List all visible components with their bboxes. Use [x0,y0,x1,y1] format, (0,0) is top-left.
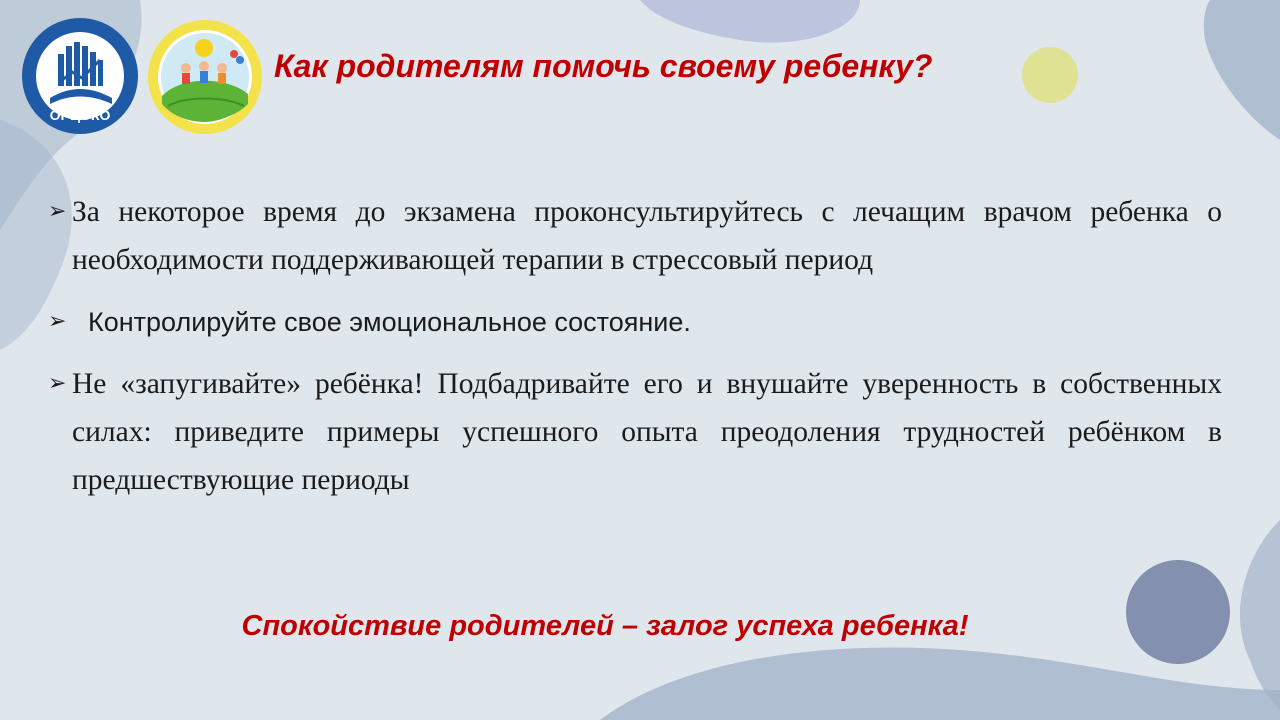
orcoko-logo-label: ОРЦОКО [49,107,111,123]
bullet-item-encourage-child [48,360,1222,504]
bullet-item-consult-doctor [48,188,1222,284]
bullet-item-control-emotions [48,298,1222,346]
arrow-bullet-icon: ➢ [48,199,67,224]
circle-yellow [1022,47,1078,103]
slide-title: Как родителям помочь своему ребенку? [274,48,933,84]
bullet-list [48,188,1222,518]
arrow-bullet-icon: ➢ [48,371,67,396]
kids-center-logo [146,18,264,136]
bullet-text: За некоторое время до экзамена проконсультируйтесь с лечащим врачом ребенка о необходимости поддерживающей терапии в стрессовый период [72,196,1222,276]
orcoko-logo [20,16,140,136]
slide-footer-slogan: Спокойствие родителей – залог успеха ребенка! [241,610,969,642]
blob-right [1240,520,1280,710]
blob-top-right [1204,0,1280,140]
kids-figures [181,61,227,84]
arrow-bullet-icon: ➢ [48,309,67,334]
bullet-text: Контролируйте свое эмоциональное состояние. [88,307,691,337]
blob-top-center [640,0,860,43]
bullet-text: Не «запугивайте» ребёнка! Подбадривайте его и внушайте уверенность в собственных силах: приведите примеры успешного опыта преодоления трудностей ребёнком в предшествующие периоды [72,368,1222,496]
